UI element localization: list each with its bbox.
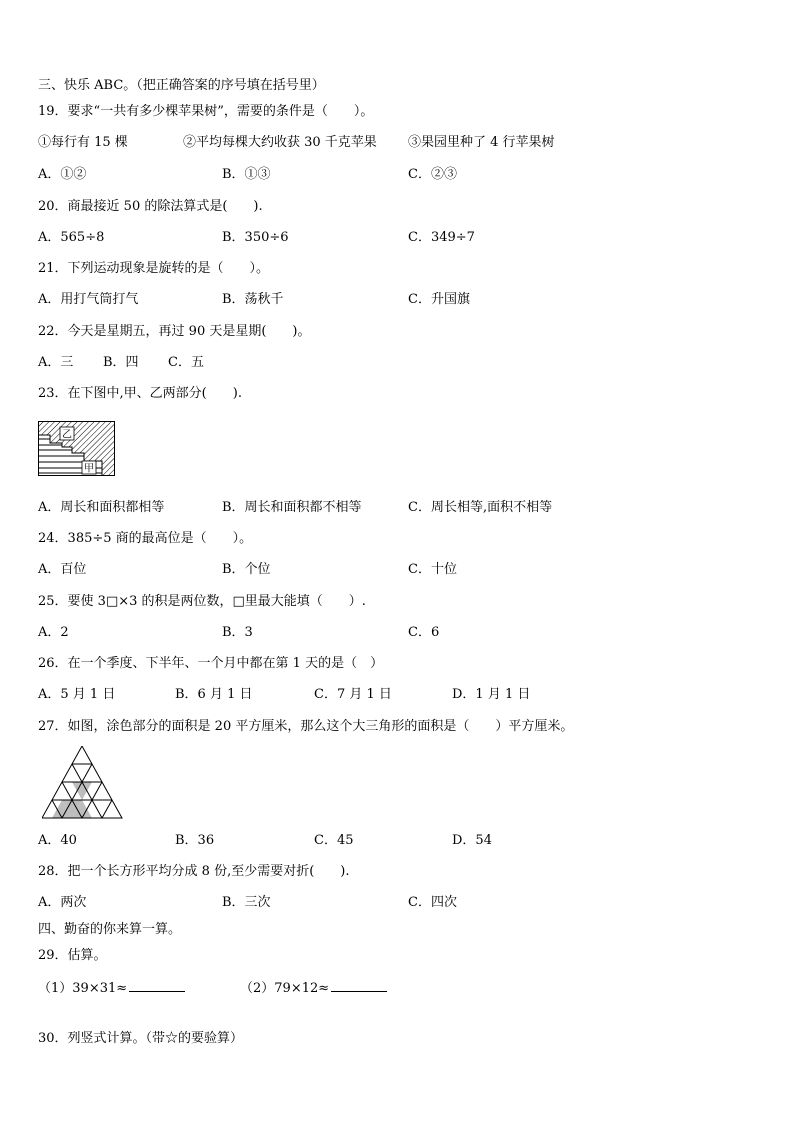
q21-option-a[interactable]: A．用打气筒打气: [38, 292, 139, 307]
q27-triangle-figure: [42, 746, 126, 820]
q23-option-a[interactable]: A．周长和面积都相等: [38, 500, 165, 515]
q29-item-2-text: （2）79×12≈: [240, 981, 330, 996]
q22-option-c[interactable]: C．五: [168, 355, 204, 370]
q19-condition-2: ②平均每棵大约收获 30 千克苹果: [183, 135, 377, 150]
q29-item-2-answer-blank[interactable]: [331, 979, 387, 992]
q19-condition-3: ③果园里种了 4 行苹果树: [408, 135, 555, 150]
question-23-stem: 23．在下图中,甲、乙两部分( ).: [38, 386, 242, 401]
question-21-stem: 21．下列运动现象是旋转的是（ ）。: [38, 261, 270, 276]
question-28-stem: 28．把一个长方形平均分成 8 份,至少需要对折( ).: [38, 864, 350, 879]
question-29-stem: 29．估算。: [38, 948, 107, 963]
q19-option-b[interactable]: B．①③: [222, 167, 271, 182]
question-19-stem: 19．要求“一共有多少棵苹果树”，需要的条件是（ ）。: [38, 104, 374, 119]
q19-option-a[interactable]: A．①②: [38, 167, 87, 182]
q22-option-a[interactable]: A．三: [38, 355, 74, 370]
question-26-stem: 26．在一个季度、下半年、一个月中都在第 1 天的是（ ）: [38, 656, 384, 671]
q29-item-2: [240, 979, 387, 997]
section-heading-3: 三、快乐 ABC。（把正确答案的序号填在括号里）: [38, 78, 325, 93]
q22-option-b[interactable]: B．四: [103, 355, 139, 370]
q21-option-c[interactable]: C．升国旗: [408, 292, 470, 307]
q29-item-1: [38, 979, 185, 997]
q20-option-c[interactable]: C．349÷7: [408, 230, 475, 245]
q23-figure: [38, 421, 116, 477]
section-heading-4: 四、勤奋的你来算一算。: [38, 922, 182, 937]
q23-label-yi: 乙: [62, 429, 72, 441]
question-30-stem: 30．列竖式计算。（带☆的要验算）: [38, 1031, 244, 1046]
question-20-stem: 20．商最接近 50 的除法算式是( ).: [38, 199, 263, 214]
q27-option-d[interactable]: D．54: [452, 833, 492, 848]
q21-option-b[interactable]: B．荡秋千: [222, 292, 284, 307]
q25-option-b[interactable]: B．3: [222, 625, 253, 640]
question-27-stem: 27．如图，涂色部分的面积是 20 平方厘米，那么这个大三角形的面积是（ ）平方厘米。: [38, 719, 574, 734]
q24-option-b[interactable]: B．个位: [222, 562, 271, 577]
q28-option-a[interactable]: A．两次: [38, 895, 87, 910]
q26-option-a[interactable]: A．5 月 1 日: [38, 687, 116, 702]
q29-item-1-text: （1）39×31≈: [38, 981, 128, 996]
q23-option-b[interactable]: B．周长和面积都不相等: [222, 500, 362, 515]
q25-option-a[interactable]: A．2: [38, 625, 69, 640]
q27-option-b[interactable]: B．36: [175, 833, 215, 848]
q26-option-d[interactable]: D．1 月 1 日: [452, 687, 531, 702]
q28-option-b[interactable]: B．三次: [222, 895, 271, 910]
q25-option-c[interactable]: C．6: [408, 625, 440, 640]
q23-label-jia: 甲: [84, 463, 94, 475]
question-22-stem: 22．今天是星期五，再过 90 天是星期( )。: [38, 324, 311, 339]
question-25-stem: 25．要使 3□×3 的积是两位数，□里最大能填（ ）.: [38, 594, 366, 609]
q26-option-b[interactable]: B．6 月 1 日: [175, 687, 253, 702]
q24-option-c[interactable]: C．十位: [408, 562, 457, 577]
q27-option-a[interactable]: A．40: [38, 833, 77, 848]
q28-option-c[interactable]: C．四次: [408, 895, 457, 910]
q26-option-c[interactable]: C．7 月 1 日: [314, 687, 392, 702]
q19-condition-1: ①每行有 15 棵: [38, 135, 128, 150]
q19-option-c[interactable]: C．②③: [408, 167, 457, 182]
q24-option-a[interactable]: A．百位: [38, 562, 87, 577]
q20-option-b[interactable]: B．350÷6: [222, 230, 289, 245]
q27-option-c[interactable]: C．45: [314, 833, 354, 848]
q29-item-1-answer-blank[interactable]: [129, 979, 185, 992]
q23-option-c[interactable]: C．周长相等,面积不相等: [408, 500, 553, 515]
q20-option-a[interactable]: A．565÷8: [38, 230, 105, 245]
question-24-stem: 24．385÷5 商的最高位是（ ）。: [38, 531, 253, 546]
